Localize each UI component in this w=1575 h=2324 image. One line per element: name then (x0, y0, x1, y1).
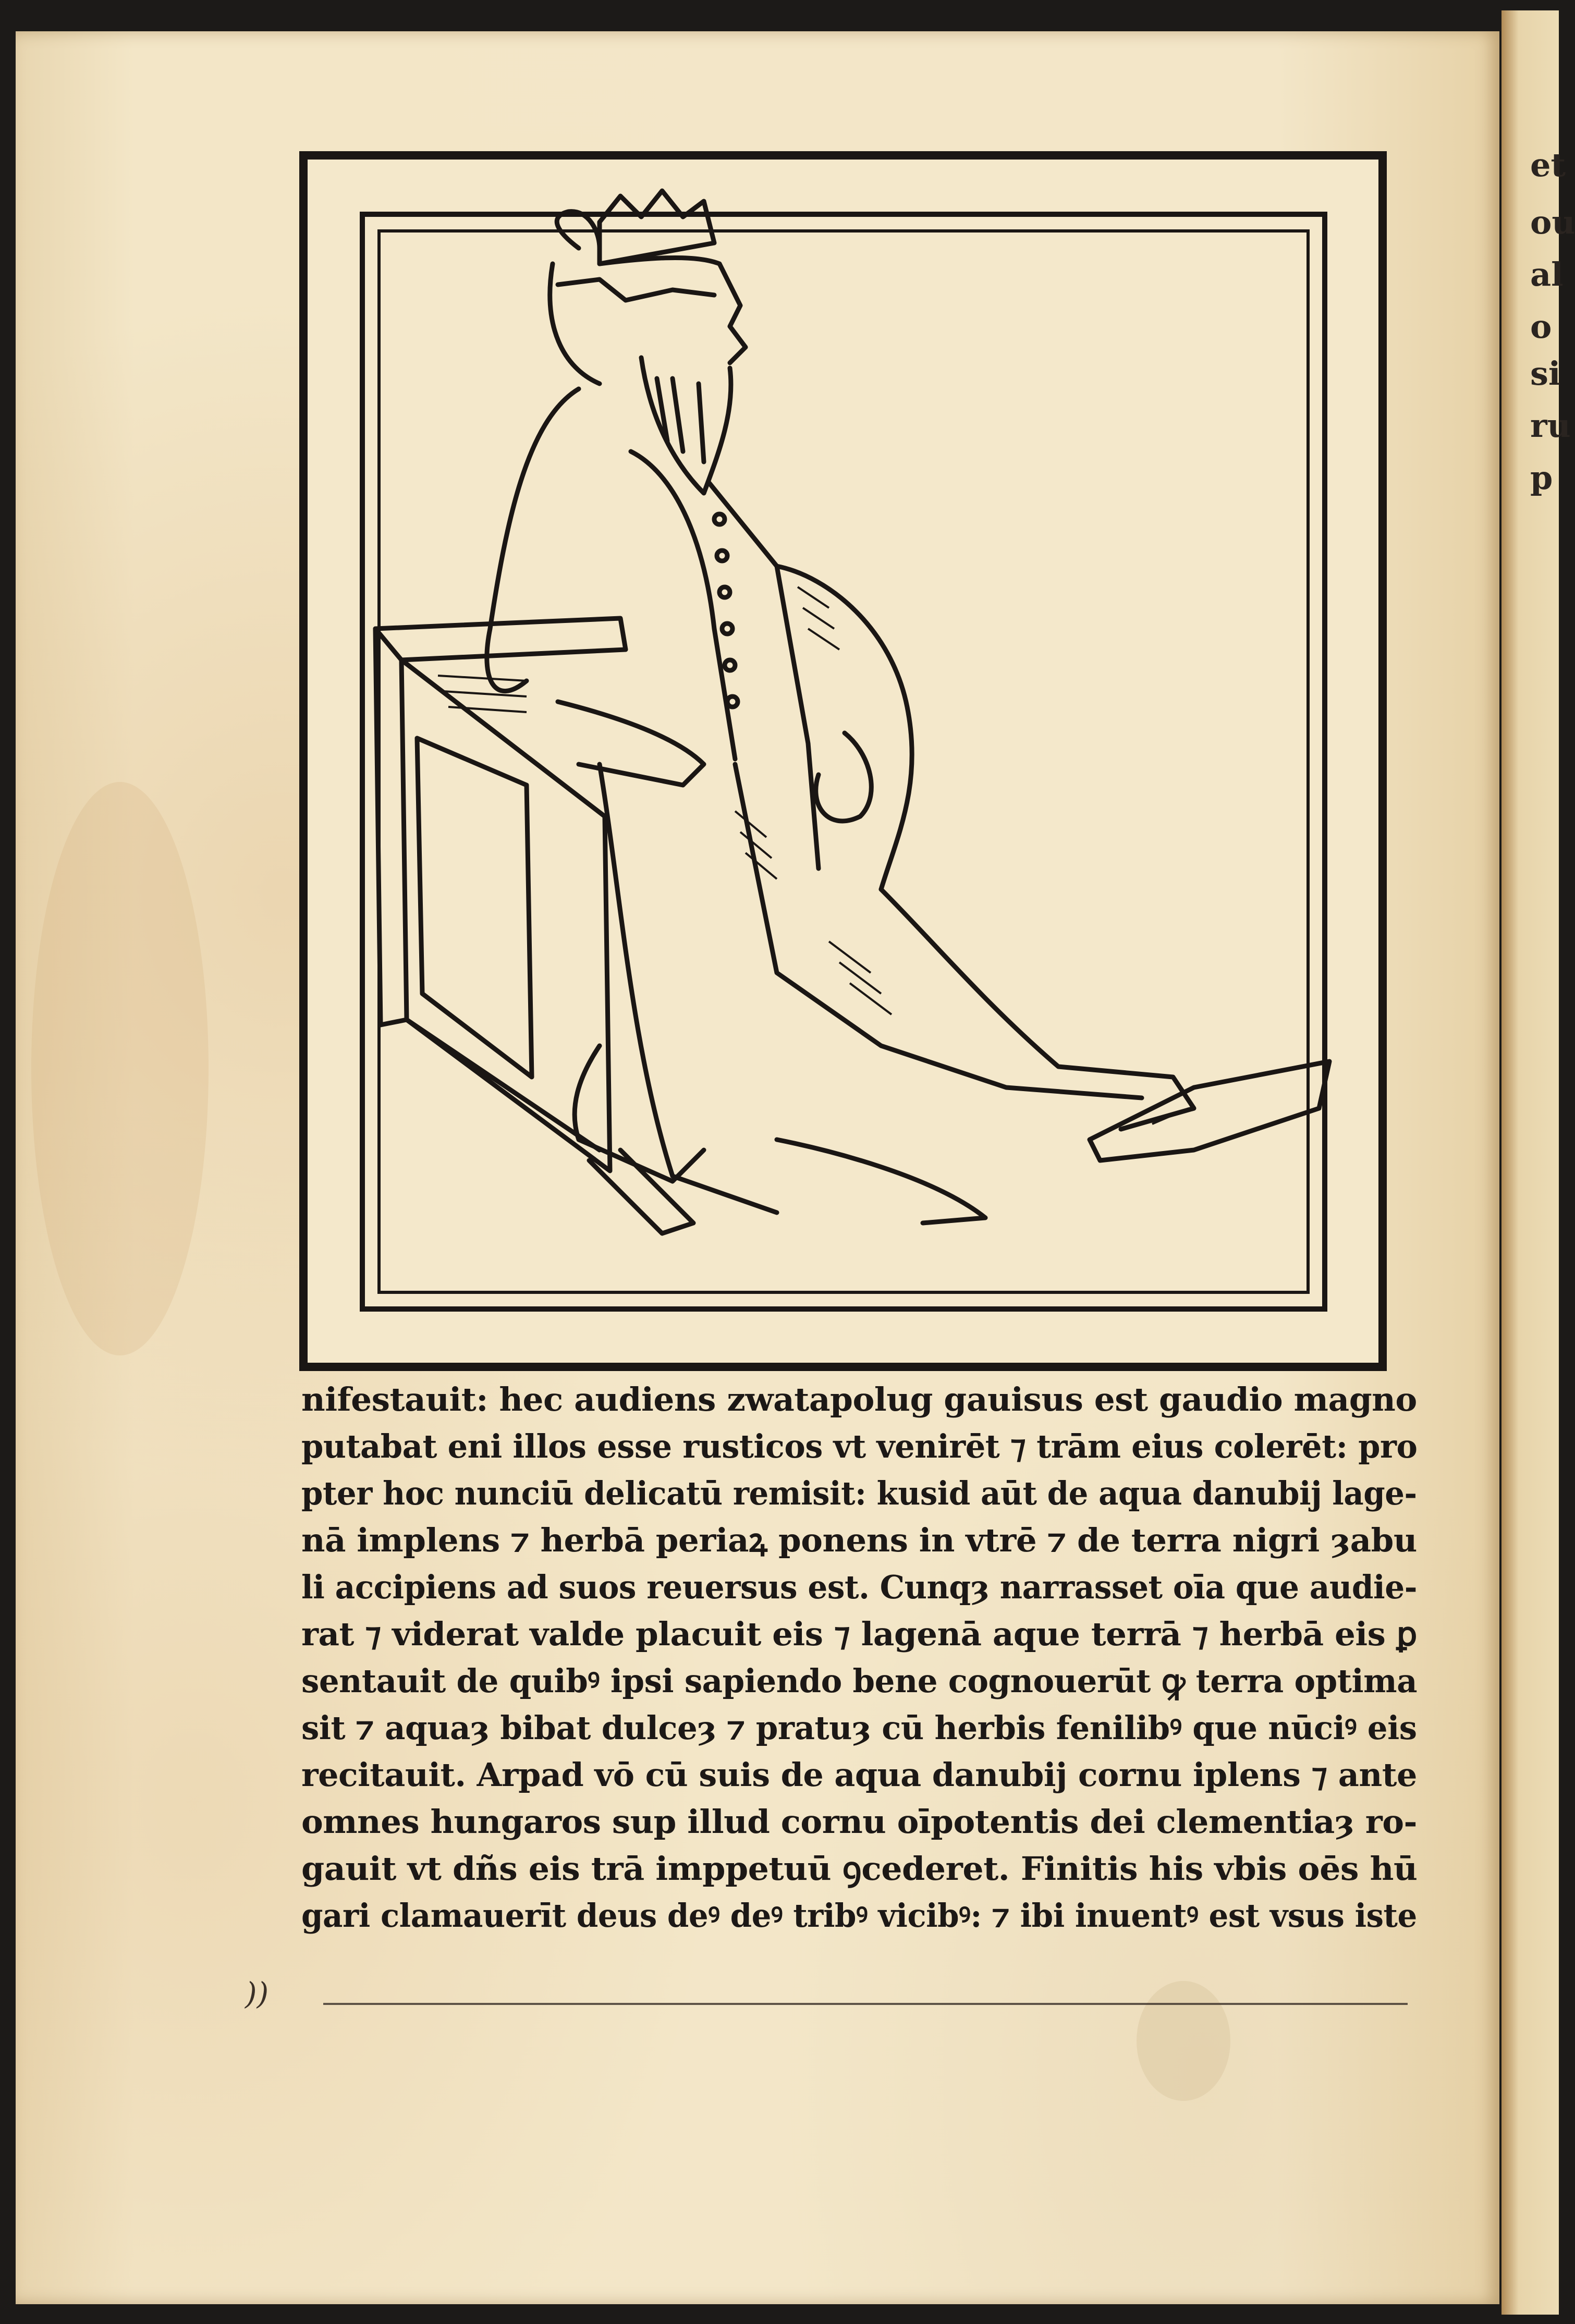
text-line: pter hoc nunciū delicatū remisit: kusid aūt de aqua danubij lage- (301, 1474, 1417, 1512)
edge-letter: ru (1530, 407, 1571, 445)
text-line: sentauit de quibꝰ ipsi sapiendo bene cognouerūt ꝙ terra optima (301, 1662, 1418, 1700)
text-line: nifestauit: hec audiens zwatapolug gauisus est gaudio magno (301, 1380, 1417, 1418)
text-line: li accipiens ad suos reuersus est. Cunqȝ narrasset oīa que audie- (301, 1568, 1417, 1606)
text-line: nā implens ⁊ herbā periaꝝ ponens in vtrē ⁊ de terra nigri ȝabu (301, 1521, 1417, 1559)
handwritten-underline (323, 2003, 1408, 2005)
page-stain (1137, 1981, 1230, 2101)
woodcut-illustration (299, 151, 1387, 1371)
margin-annotation: )) (245, 1976, 269, 2011)
edge-letter: ou (1530, 203, 1575, 241)
text-line: gauit vt dñs eis trā imppetuū ꝯcederet. Finitis his vbis oēs hū (301, 1850, 1418, 1888)
text-line: omnes hungaros sup illud cornu oīpotentis dei clementiaȝ ro- (301, 1803, 1417, 1841)
edge-letter: al (1530, 255, 1564, 293)
edge-letter: si (1530, 354, 1561, 393)
text-line: rat ⁊ viderat valde placuit eis ⁊ lagenā aque terrā ⁊ herbā eis ꝑ (301, 1615, 1417, 1653)
text-line: putabat eni illos esse rusticos vt venirēt ⁊ trām eius colerēt: pro (301, 1427, 1418, 1465)
body-text (301, 1376, 1417, 1939)
edge-letter: o (1530, 308, 1552, 346)
text-line: gari clamauerīt deus deꝰ deꝰ tribꝰ vicibꝰ: ⁊ ibi inuentꝰ est vsus iste (301, 1897, 1417, 1935)
page-stain (31, 782, 209, 1355)
text-line: sit ⁊ aquaȝ bibat dulceȝ ⁊ pratuȝ cū herbis fenilibꝰ que nūciꝰ eis (301, 1709, 1417, 1747)
edge-letter: p (1530, 459, 1553, 497)
seated-king-figure (308, 160, 1378, 1363)
edge-letter: et (1530, 146, 1566, 184)
text-line: recitauit. Arpad vō cū suis de aqua danubij cornu iplens ⁊ ante (301, 1756, 1417, 1794)
